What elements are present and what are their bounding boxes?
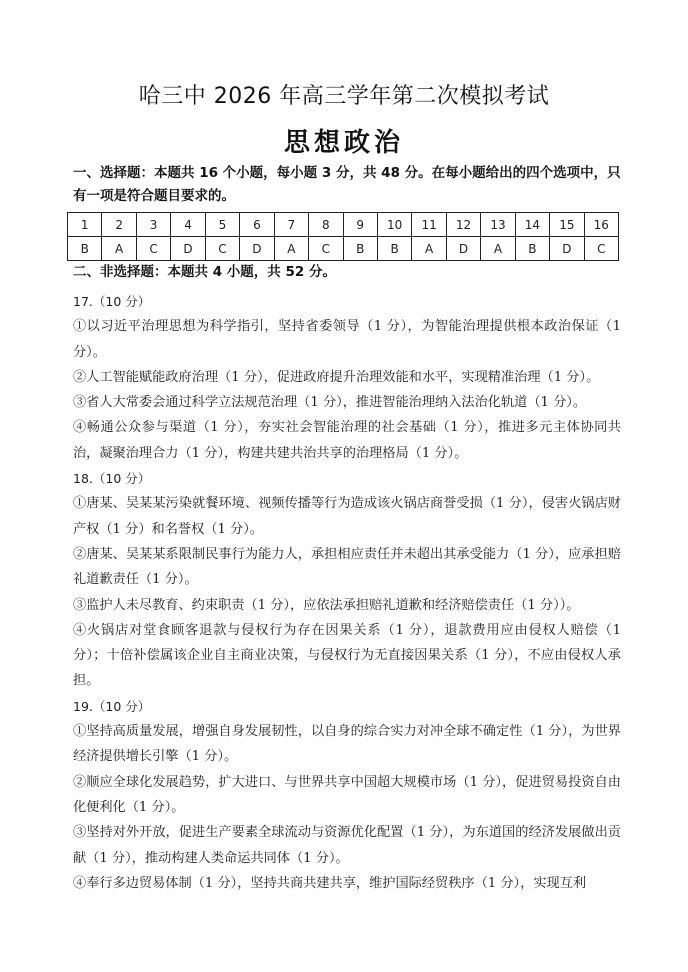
answer-cell: C <box>309 237 343 261</box>
answer-cell: B <box>68 237 102 261</box>
question-number-cell: 7 <box>274 213 308 237</box>
answer-point: ①坚持高质量发展，增强自身发展韧性，以自身的综合实力对冲全球不确定性（1 分），为世界经济提供增长引擎（1 分）。 <box>73 724 621 765</box>
answer-point: ①以习近平治理思想为科学指引，坚持省委领导（1 分），为智能治理提供根本政治保证（1 分）。 <box>73 319 621 360</box>
question-number-cell: 13 <box>481 213 515 237</box>
question-number-cell: 6 <box>240 213 274 237</box>
question-number-cell: 16 <box>584 213 618 237</box>
answer-point: ④畅通公众参与渠道（1 分），夯实社会智能治理的社会基础（1 分），推进多元主体协同共治，凝聚治理合力（1 分），构建共建共治共享的治理格局（1 分）。 <box>73 420 621 461</box>
question-number-cell: 3 <box>136 213 170 237</box>
question-number-cell: 2 <box>102 213 136 237</box>
answer-cell: D <box>550 237 584 261</box>
answer-table-answer-row <box>68 237 619 261</box>
answer-cell: B <box>343 237 377 261</box>
answer-cell: A <box>481 237 515 261</box>
answer-cell: A <box>412 237 446 261</box>
question-number-cell: 4 <box>171 213 205 237</box>
answer-cell: B <box>515 237 549 261</box>
answer-point: ①唐某、吴某某污染就餐环境、视频传播等行为造成该火锅店商誉受损（1 分），侵害火锅店财产权（1 分）和名誉权（1 分）。 <box>73 496 621 537</box>
answer-point: ③省人大常委会通过科学立法规范治理（1 分），推进智能治理纳入法治化轨道（1 分）。 <box>73 395 587 411</box>
question-number-cell: 14 <box>515 213 549 237</box>
question-17-heading: 17.（10 分） <box>73 294 151 309</box>
question-number-cell: 15 <box>550 213 584 237</box>
question-number-cell: 10 <box>377 213 411 237</box>
answer-point: ④火锅店对堂食顾客退款与侵权行为存在因果关系（1 分），退款费用应由侵权人赔偿（1 分）；十倍补偿属该企业自主商业决策，与侵权行为无直接因果关系（1 分），不应由侵权人承担。 <box>73 622 621 689</box>
answer-body <box>73 289 621 896</box>
question-number-cell: 9 <box>343 213 377 237</box>
answer-cell: D <box>240 237 274 261</box>
answer-point: ②唐某、吴某某系限制民事行为能力人，承担相应责任并未超出其承受能力（1 分），应承担赔礼道歉责任（1 分）。 <box>73 546 621 588</box>
exam-title: 哈三中 2026 年高三学年第二次模拟考试 <box>138 84 550 109</box>
question-number-cell: 11 <box>412 213 446 237</box>
answer-point: ③坚持对外开放，促进生产要素全球流动与资源优化配置（1 分），为东道国的经济发展做出贡献（1 分），推动构建人类命运共同体（1 分）。 <box>73 825 621 866</box>
question-number-cell: 5 <box>205 213 239 237</box>
answer-table-number-row <box>68 213 619 237</box>
question-number-cell: 12 <box>446 213 480 237</box>
answer-point: ③监护人未尽教育、约束职责（1 分），应依法承担赔礼道歉和经济赔偿责任（1 分））。 <box>73 597 580 613</box>
answer-cell: C <box>205 237 239 261</box>
subject-title: 思想政治 <box>283 128 404 158</box>
answer-cell: A <box>102 237 136 261</box>
answer-point: ②人工智能赋能政府治理（1 分），促进政府提升治理效能和水平，实现精准治理（1 分）。 <box>73 369 600 385</box>
question-18-heading: 18.（10 分） <box>73 471 151 487</box>
question-19-heading: 19.（10 分） <box>73 698 151 714</box>
section1-heading: 一、选择题：本题共 16 个小题，每小题 3 分，共 48 分。在每小题给出的四个选项中，只有一项是符合题目要求的。 <box>73 165 621 204</box>
answer-cell: D <box>446 237 480 261</box>
answer-cell: C <box>136 237 170 261</box>
question-number-cell: 1 <box>68 213 102 237</box>
answer-cell: D <box>171 237 205 261</box>
section2-heading: 二、非选择题：本题共 4 小题，共 52 分。 <box>73 264 336 280</box>
answer-point: ②顺应全球化发展趋势，扩大进口、与世界共享中国超大规模市场（1 分），促进贸易投资自由化便利化（1 分）。 <box>73 774 621 815</box>
answer-cell: B <box>377 237 411 261</box>
answer-cell: C <box>584 237 618 261</box>
answer-cell: A <box>274 237 308 261</box>
question-number-cell: 8 <box>309 213 343 237</box>
answer-point: ④奉行多边贸易体制（1 分），坚持共商共建共享，维护国际经贸秩序（1 分），实现互利 <box>73 875 587 891</box>
answer-table <box>67 212 619 261</box>
